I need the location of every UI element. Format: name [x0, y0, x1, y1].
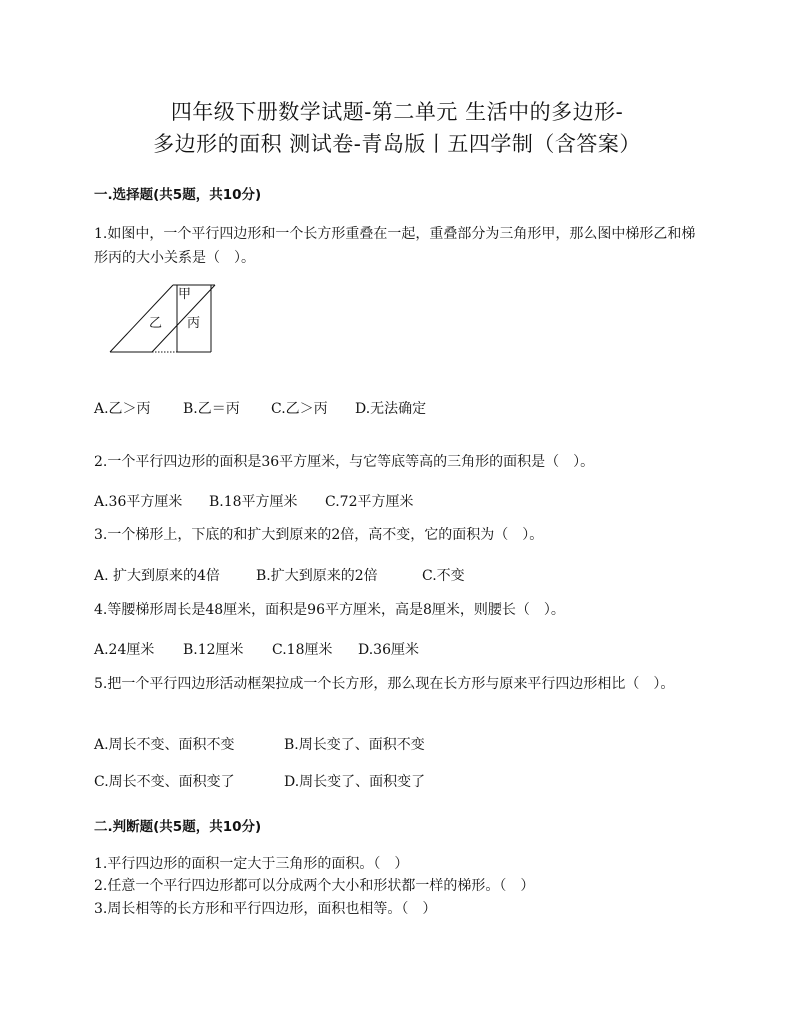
- judgement-1-text: 1.平行四边形的面积一定大于三角形的面积。（ ）: [94, 856, 409, 872]
- question-4-text: 4.等腰梯形周长是48厘米，面积是96平方厘米，高是8厘米，则腰长（ ）。: [94, 602, 565, 618]
- option-a[interactable]: A.24厘米: [94, 642, 155, 658]
- option-c[interactable]: C.72平方厘米: [325, 494, 414, 510]
- option-b[interactable]: B.12厘米: [183, 642, 244, 658]
- option-d[interactable]: D.周长变了、面积变了: [284, 774, 426, 790]
- option-b[interactable]: B.乙＝丙: [183, 401, 240, 417]
- option-c[interactable]: C.不变: [422, 568, 465, 584]
- question-2-options: [94, 491, 413, 511]
- title-line-1: 四年级下册数学试题-第二单元 生活中的多边形-: [170, 100, 624, 124]
- option-d[interactable]: D.36厘米: [358, 642, 419, 658]
- question-1-options: [94, 398, 426, 418]
- question-1-figure: [104, 280, 218, 358]
- option-b[interactable]: B.扩大到原来的2倍: [256, 568, 378, 584]
- figure-label-yi: 乙: [149, 316, 163, 331]
- judgement-2-text: 2.任意一个平行四边形都可以分成两个大小和形状都一样的梯形。（ ）: [94, 878, 535, 894]
- option-c[interactable]: C.18厘米: [272, 642, 333, 658]
- question-1-text: 1.如图中，一个平行四边形和一个长方形重叠在一起，重叠部分为三角形甲，那么图中梯形乙和梯形丙的大小关系是（ ）。: [94, 226, 696, 266]
- question-4-options: [94, 639, 419, 659]
- option-b[interactable]: B.周长变了、面积不变: [284, 737, 425, 753]
- option-d[interactable]: D.无法确定: [355, 401, 427, 417]
- question-3-options: [94, 565, 465, 585]
- question-3-text: 3.一个梯形上，下底的和扩大到原来的2倍，高不变，它的面积为（ ）。: [94, 527, 544, 543]
- question-5-options-row-1: [94, 734, 425, 754]
- question-5-text: 5.把一个平行四边形活动框架拉成一个长方形，那么现在长方形与原来平行四边形相比（ ）。: [94, 676, 675, 692]
- option-a[interactable]: A.乙＞丙: [94, 401, 151, 417]
- option-a[interactable]: A. 扩大到原来的4倍: [94, 568, 220, 584]
- figure-parallelogram-left-edge: [110, 285, 173, 352]
- option-b[interactable]: B.18平方厘米: [209, 494, 298, 510]
- question-5-options-row-2: [94, 771, 425, 791]
- option-c[interactable]: C.乙＞丙: [271, 401, 328, 417]
- judgement-3-text: 3.周长相等的长方形和平行四边形，面积也相等。（ ）: [94, 901, 437, 917]
- section-heading-choice: 一.选择题(共5题，共10分): [94, 187, 262, 203]
- figure-label-jia: 甲: [178, 287, 192, 302]
- section-heading-judgement: 二.判断题(共5题，共10分): [94, 819, 262, 835]
- option-a[interactable]: A.36平方厘米: [94, 494, 183, 510]
- option-c[interactable]: C.周长不变、面积变了: [94, 774, 235, 790]
- title-line-2: 多边形的面积 测试卷-青岛版丨五四学制（含答案）: [153, 132, 641, 156]
- question-2-text: 2.一个平行四边形的面积是36平方厘米，与它等底等高的三角形的面积是（ ）。: [94, 454, 595, 470]
- figure-label-bing: 丙: [187, 316, 201, 331]
- option-a[interactable]: A.周长不变、面积不变: [94, 737, 235, 753]
